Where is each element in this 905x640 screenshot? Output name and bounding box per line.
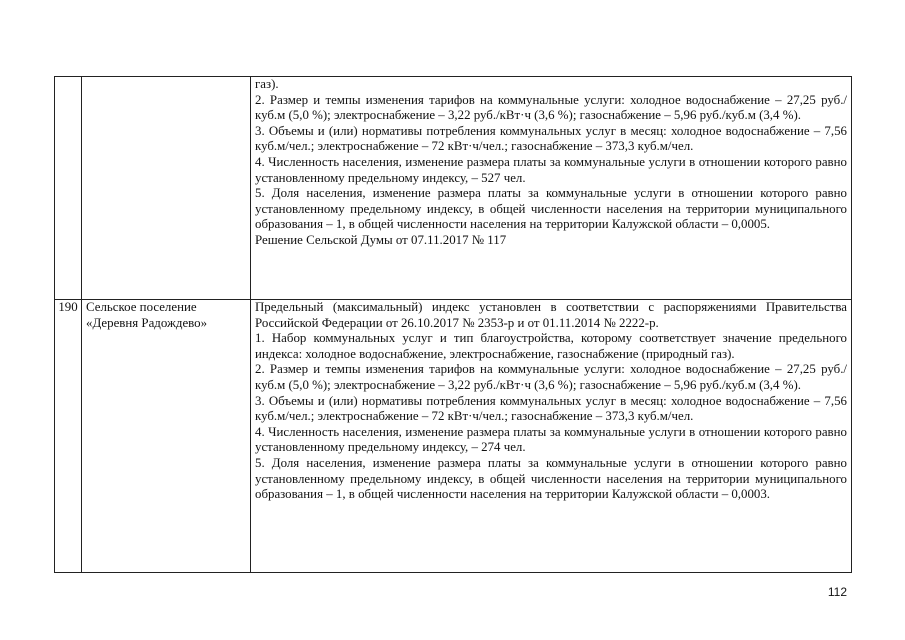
description-cell (251, 300, 852, 573)
paragraph: 4. Численность населения, изменение размера платы за коммунальные услуги в отношении которого равно установленному предельному индексу, – 527 чел. (255, 154, 847, 185)
settlement-name-cell (82, 77, 251, 300)
paragraph: 3. Объемы и (или) нормативы потребления коммунальных услуг в месяц: холодное водоснабжение – 7,56 куб.м/чел.; электроснабжение – 72 кВт·ч/чел.; газоснабжение – 373,3 куб.м/чел. (255, 123, 847, 154)
paragraph: 5. Доля населения, изменение размера платы за коммунальные услуги в отношении которого равно установленному предельному индексу, в общей численности населения на территории муниципального образования – 1, в общей численности населения на территории Калужской области – 0,0003. (255, 455, 847, 502)
row-number-cell: 190 (55, 300, 82, 573)
paragraph: 3. Объемы и (или) нормативы потребления коммунальных услуг в месяц: холодное водоснабжение – 7,56 куб.м/чел.; электроснабжение – 72 кВт·ч/чел.; газоснабжение – 373,3 куб.м/чел. (255, 393, 847, 424)
paragraph: 4. Численность населения, изменение размера платы за коммунальные услуги в отношении которого равно установленному предельному индексу, – 274 чел. (255, 424, 847, 455)
settlement-name-cell: Сельское поселение «Деревня Радождево» (82, 300, 251, 573)
paragraph: 2. Размер и темпы изменения тарифов на коммунальные услуги: холодное водоснабжение – 27,25 руб./куб.м (5,0 %); электроснабжение – 3,22 руб./кВт·ч (3,6 %); газоснабжение – 5,96 руб./куб.м (3,4 %). (255, 92, 847, 123)
paragraph: 5. Доля населения, изменение размера платы за коммунальные услуги в отношении которого равно установленному предельному индексу, в общей численности населения на территории муниципального образования – 1, в общей численности населения на территории Калужской области – 0,0005. (255, 186, 847, 232)
paragraph: 2. Размер и темпы изменения тарифов на коммунальные услуги: холодное водоснабжение – 27,25 руб./куб.м (5,0 %); электроснабжение – 3,22 руб./кВт·ч (3,6 %); газоснабжение – 5,96 руб./куб.м (3,4 %). (255, 362, 847, 392)
document-table (54, 76, 852, 573)
paragraph: газ). (255, 77, 279, 91)
table-row (55, 77, 852, 300)
table-row (55, 300, 852, 573)
row-number-cell (55, 77, 82, 300)
paragraph: Предельный (максимальный) индекс установлен в соответствии с распоряжениями Правительства Российской Федерации от 26.10.2017 № 2353-р и от 01.11.2014 № 2222-р. (255, 300, 847, 330)
paragraph: 1. Набор коммунальных услуг и тип благоустройства, которому соответствует значение предельного индекса: холодное водоснабжение, электроснабжение, газоснабжение (природный газ). (255, 331, 847, 361)
paragraph: Решение Сельской Думы от 07.11.2017 № 117 (255, 232, 507, 247)
description-cell (251, 77, 852, 300)
page-number: 112 (827, 585, 847, 599)
